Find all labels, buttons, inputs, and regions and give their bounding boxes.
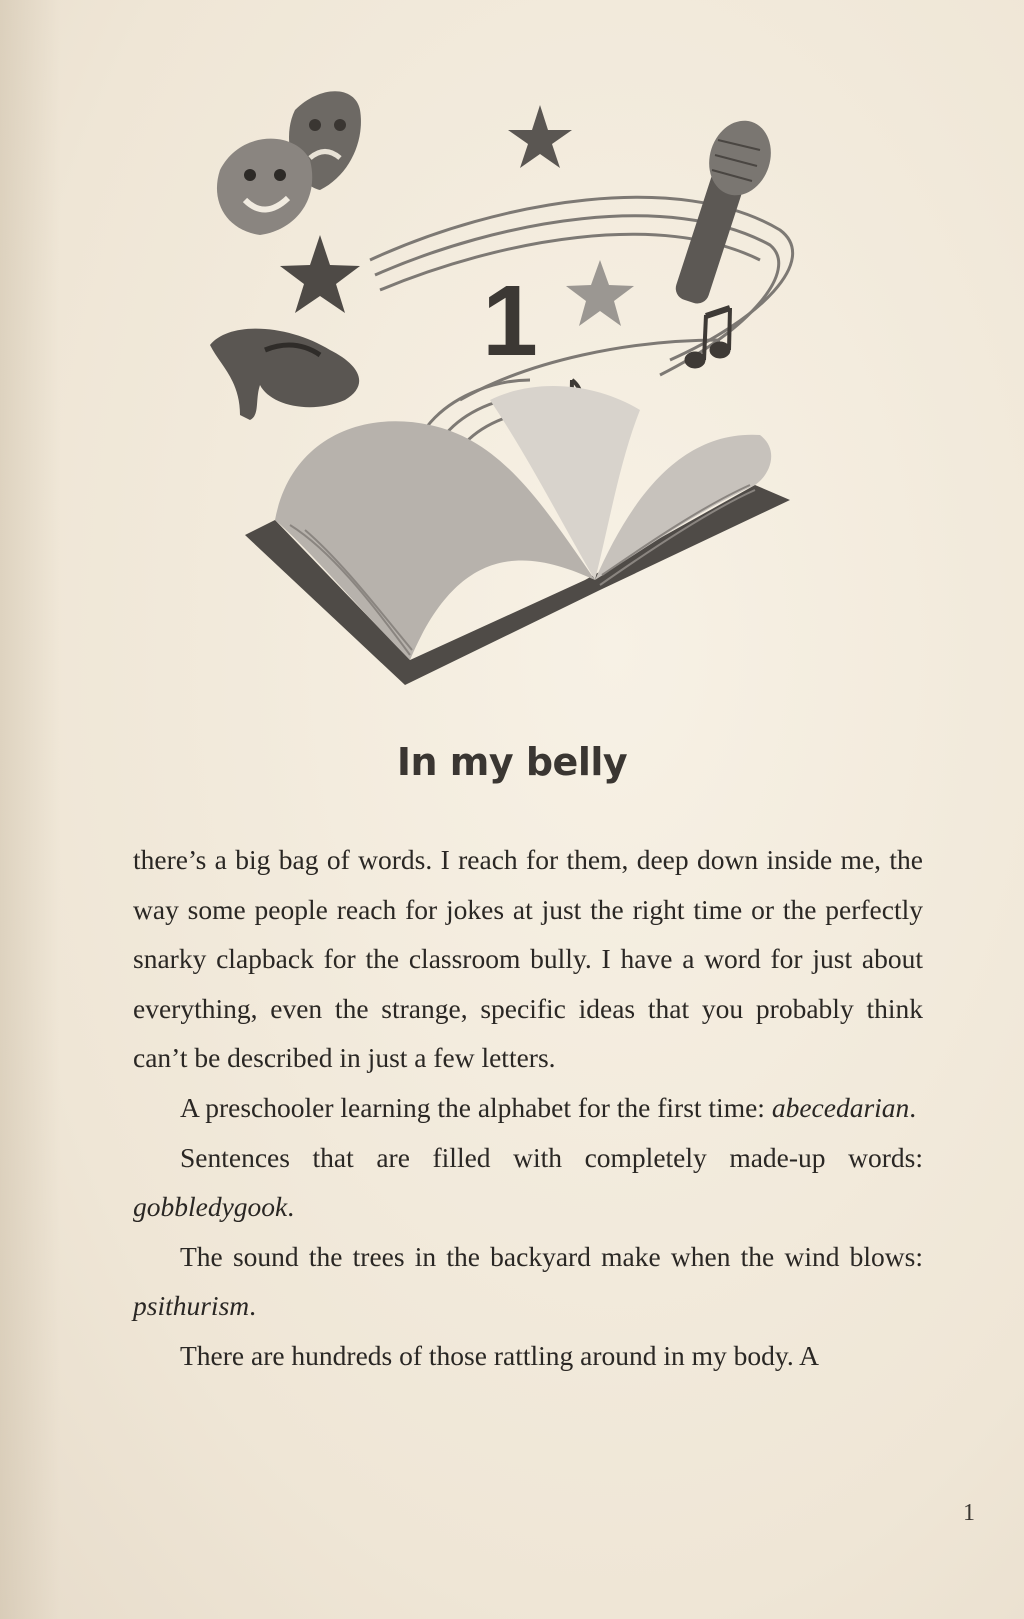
theater-masks-icon: [217, 91, 361, 235]
shoe-icon: [210, 329, 359, 420]
microphone-icon: [673, 113, 781, 307]
chapter-title: In my belly: [396, 740, 628, 784]
body-text: [133, 835, 923, 1381]
paragraph-text: A preschooler learning the alphabet for the first time:: [180, 1091, 772, 1123]
punctuation: .: [249, 1290, 257, 1322]
defined-word: gobbledygook: [133, 1191, 288, 1223]
chapter-number: 1: [482, 265, 538, 377]
star-icon: [566, 260, 634, 326]
star-icon: [508, 105, 572, 168]
open-book-icon: [245, 386, 790, 685]
paragraph-text: Sentences that are filled with completely made-up words:: [180, 1141, 923, 1173]
paragraph: [133, 1133, 923, 1232]
paragraph: [133, 1083, 923, 1133]
paragraph-text: The sound the trees in the backyard make when the wind blows:: [180, 1240, 923, 1272]
paragraph-text: There are hundreds of those rattling around in my body. A: [180, 1339, 819, 1371]
page-shadow: [0, 0, 60, 1619]
star-icon: [280, 235, 360, 313]
defined-word: abecedarian: [771, 1091, 910, 1123]
paragraph: [133, 835, 923, 1083]
punctuation: .: [909, 1091, 917, 1123]
paragraph: [133, 1232, 923, 1331]
page-number: 1: [963, 1500, 975, 1526]
paragraph-text: there’s a big bag of words. I reach for them, deep down inside me, the way some people reach for jokes at just the right time or the perfectly snarky clapback for the classroom bully. I have a word for just about everything, even the strange, specific ideas that you probably think can’t be described in just a few letters.: [133, 844, 923, 1074]
chapter-illustration: [200, 80, 820, 720]
paragraph: [133, 1331, 923, 1381]
punctuation: .: [287, 1191, 295, 1223]
defined-word: psithurism: [133, 1290, 250, 1322]
